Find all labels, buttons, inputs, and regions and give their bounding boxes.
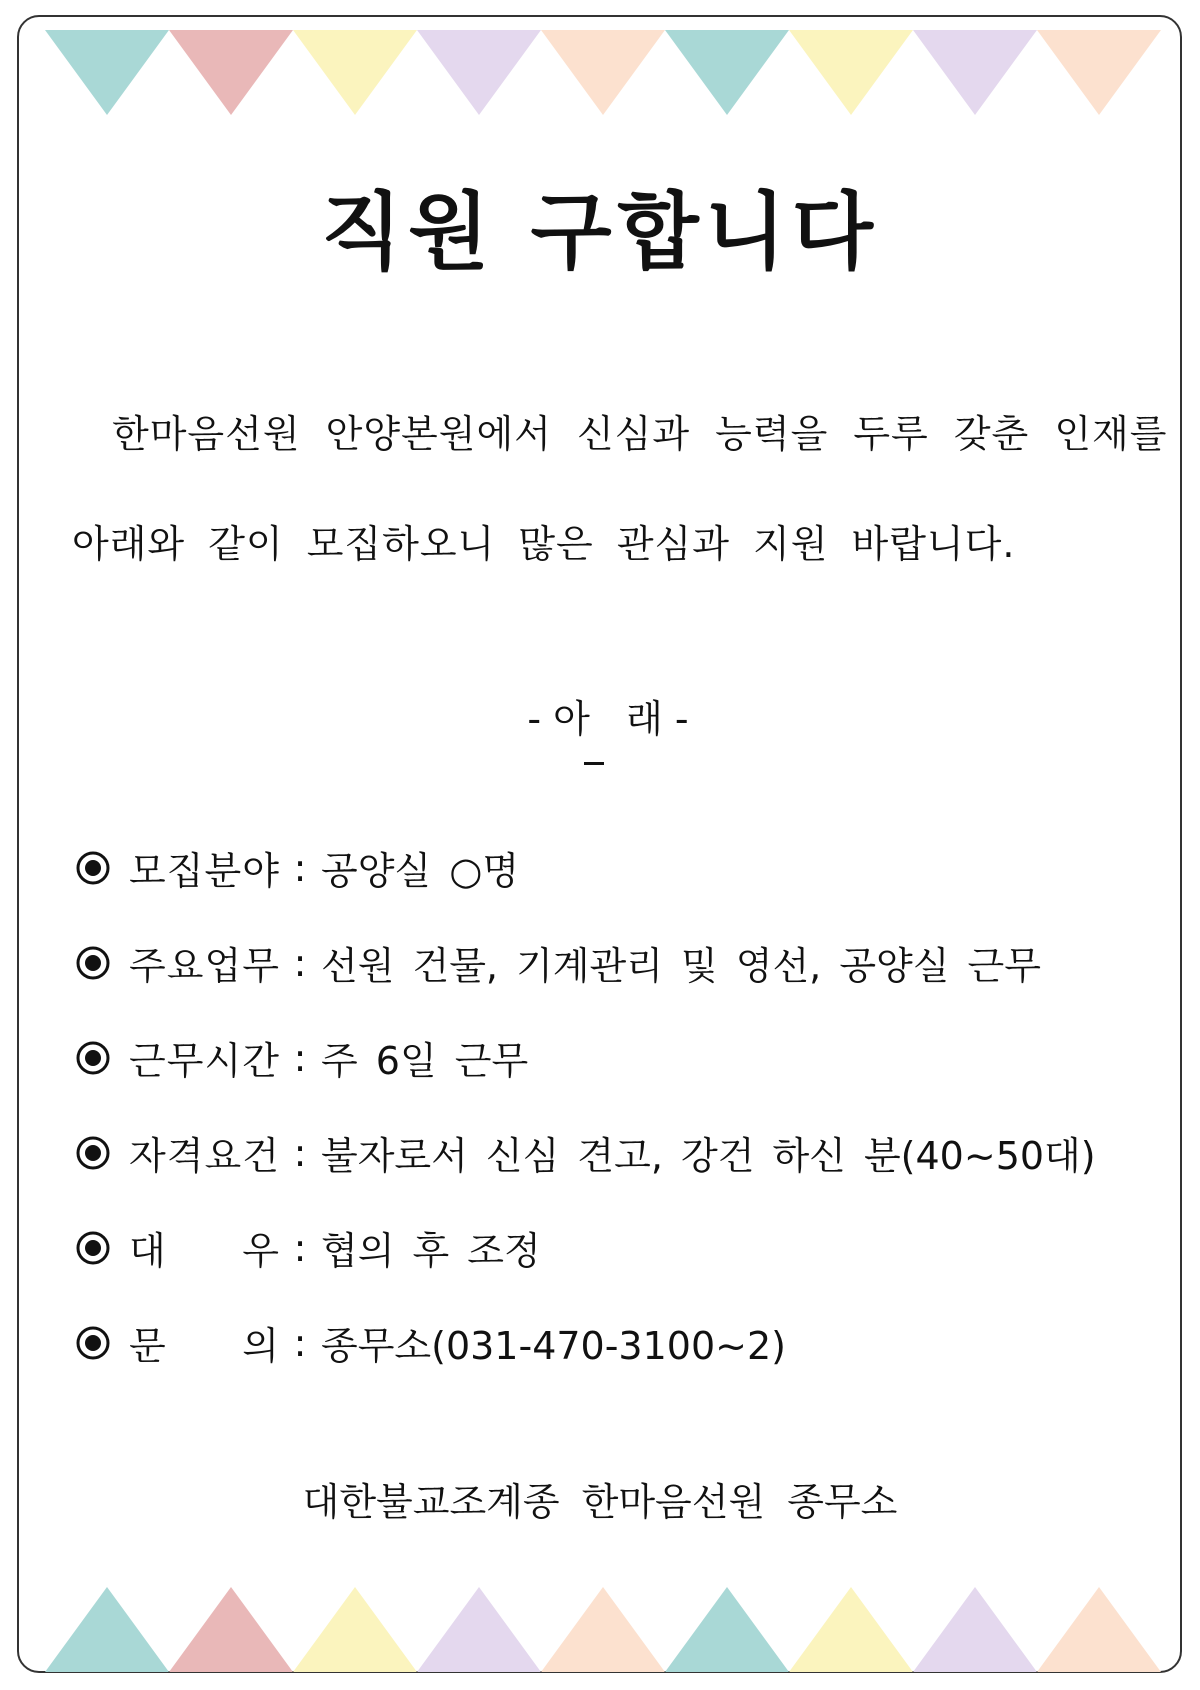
bunting-flag (541, 1587, 665, 1672)
bunting-bottom (0, 1572, 1200, 1672)
list-item (75, 1200, 1155, 1295)
bunting-flag (169, 1587, 293, 1672)
item-label: 대 우 (129, 1229, 279, 1273)
item-label: 문 의 (129, 1324, 279, 1368)
item-colon: : (293, 1130, 307, 1175)
item-label: 근 무 시 간 (129, 1039, 279, 1083)
fisheye-bullet-icon (75, 1230, 111, 1266)
bunting-flag (169, 30, 293, 115)
intro-line-2: 아래와 같이 모집하오니 많은 관심과 지원 바랍니다. (72, 522, 1016, 566)
detail-list (75, 820, 1155, 1390)
item-colon: : (293, 1320, 307, 1365)
list-item (75, 820, 1155, 915)
bunting-flag (789, 1587, 913, 1672)
bunting-flag (1037, 1587, 1161, 1672)
item-value: 불자로서 신심 견고, 강건 하신 분(40~50대) (321, 1134, 1096, 1178)
bunting-flag (541, 30, 665, 115)
item-colon: : (293, 845, 307, 890)
fisheye-bullet-icon (75, 850, 111, 886)
footer-organization: 대한불교조계종 한마음선원 종무소 (302, 1480, 898, 1524)
list-item (75, 1010, 1155, 1105)
fisheye-bullet-icon (75, 1135, 111, 1171)
bunting-flag (293, 1587, 417, 1672)
bunting-flag (417, 30, 541, 115)
bunting-flag (665, 1587, 789, 1672)
bunting-flag (913, 1587, 1037, 1672)
bunting-flag (789, 30, 913, 115)
bunting-top (0, 30, 1200, 130)
item-colon: : (293, 1035, 307, 1080)
item-colon: : (293, 940, 307, 985)
section-heading: - 아 래 - (527, 697, 689, 741)
bunting-flag (417, 1587, 541, 1672)
item-value: 주 6일 근무 (321, 1039, 529, 1083)
item-label: 모 집 분 야 (129, 849, 279, 893)
item-value: 선원 건물, 기계관리 및 영선, 공양실 근무 (321, 944, 1041, 988)
item-value: 공양실 ○명 (321, 849, 520, 893)
bunting-flag (665, 30, 789, 115)
item-value: 종무소(031-470-3100~2) (321, 1324, 786, 1368)
bunting-flag (45, 30, 169, 115)
list-item (75, 1105, 1155, 1200)
list-item (75, 1295, 1155, 1390)
item-label: 자 격 요 건 (129, 1134, 279, 1178)
fisheye-bullet-icon (75, 945, 111, 981)
bunting-flag (1037, 30, 1161, 115)
intro-line-1: 한마음선원 안양본원에서 신심과 능력을 두루 갖춘 인재를 (112, 412, 1168, 456)
bunting-flag (913, 30, 1037, 115)
fisheye-bullet-icon (75, 1325, 111, 1361)
item-value: 협의 후 조정 (321, 1229, 541, 1273)
list-item (75, 915, 1155, 1010)
item-colon: : (293, 1225, 307, 1270)
fisheye-bullet-icon (75, 1040, 111, 1076)
bunting-flag (293, 30, 417, 115)
heading-dash-decoration (584, 762, 604, 765)
page-title: 직원 구합니다 (320, 183, 880, 281)
item-label: 주 요 업 무 (129, 944, 279, 988)
bunting-flag (45, 1587, 169, 1672)
